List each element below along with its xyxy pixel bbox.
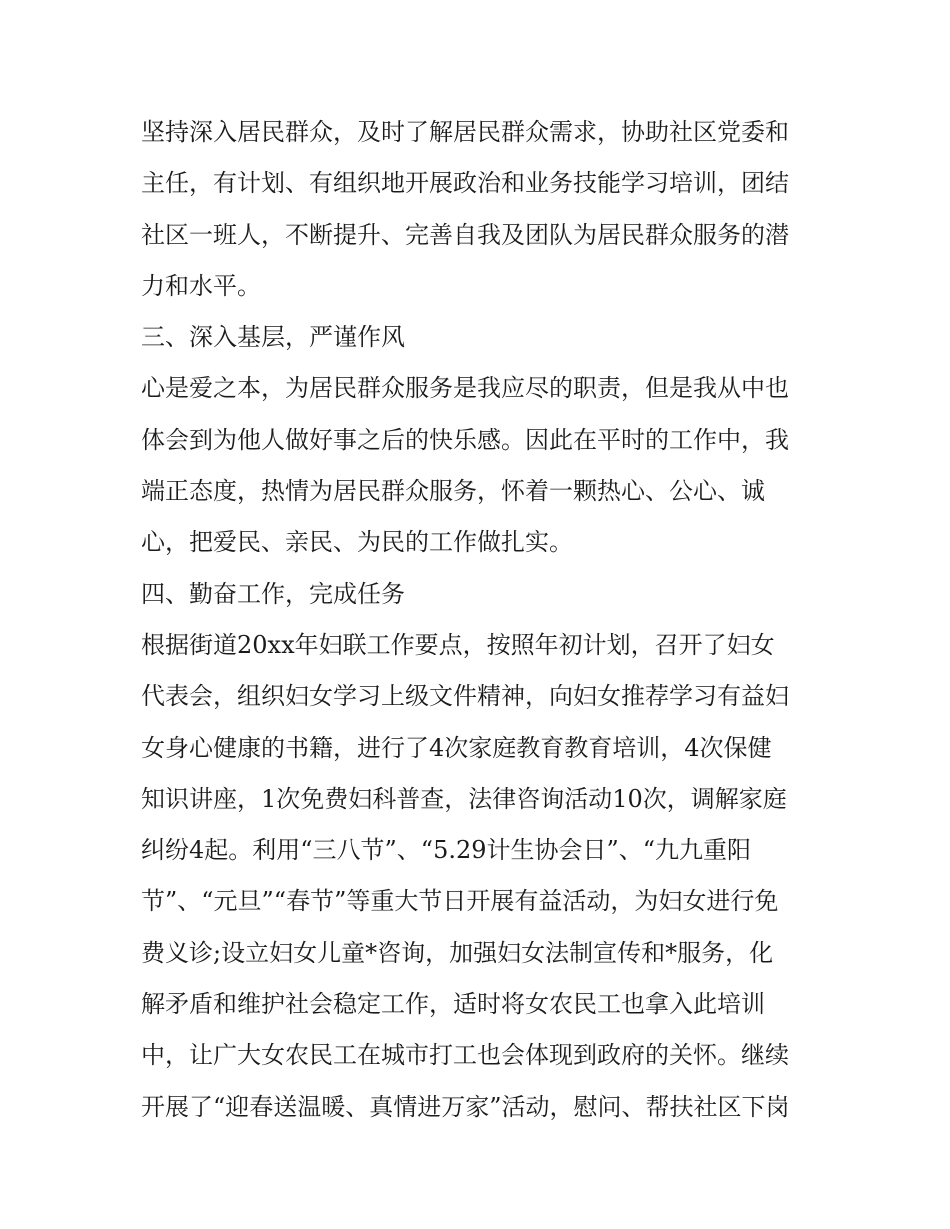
section-heading: 四、勤奋工作，完成任务	[141, 579, 405, 608]
text-line: 纠纷4起。利用“三八节”、“5.29计生协会日”、“九九重阳	[141, 836, 752, 865]
text-line: 中，让广大女农民工在城市打工也会体现到政府的关怀。继续	[141, 1041, 789, 1070]
text-line: 开展了“迎春送温暖、真情进万家”活动，慰问、帮扶社区下岗	[141, 1092, 790, 1121]
text-line: 知识讲座，1次免费妇科普查，法律咨询活动10次，调解家庭	[141, 784, 787, 813]
text-line: 代表会，组织妇女学习上级文件精神，向妇女推荐学习有益妇	[141, 682, 789, 711]
text-line: 心是爱之本，为居民群众服务是我应尽的职责，但是我从中也	[141, 374, 789, 403]
text-line: 根据街道20xx年妇联工作要点，按照年初计划，召开了妇女	[141, 630, 775, 659]
text-line: 体会到为他人做好事之后的快乐感。因此在平时的工作中，我	[141, 425, 789, 454]
text-line: 心，把爱民、亲民、为民的工作做扎实。	[141, 528, 573, 557]
text-line: 社区一班人，不断提升、完善自我及团队为居民群众服务的潜	[141, 220, 789, 249]
section-heading: 三、深入基层，严谨作风	[141, 323, 405, 352]
text-line: 坚持深入居民群众，及时了解居民群众需求，协助社区党委和	[141, 118, 789, 146]
body-text	[141, 107, 821, 1133]
text-line: 主任，有计划、有组织地开展政治和业务技能学习培训，团结	[141, 169, 789, 198]
text-line: 费义诊;设立妇女儿童*咨询，加强妇女法制宣传和*服务，化	[141, 938, 774, 967]
text-line: 女身心健康的书籍，进行了4次家庭教育教育培训，4次保健	[141, 733, 772, 762]
text-line: 节”、“元旦”“春节”等重大节日开展有益活动，为妇女进行免	[141, 887, 779, 916]
text-line: 力和水平。	[141, 271, 261, 300]
text-line: 端正态度，热情为居民群众服务，怀着一颗热心、公心、诚	[141, 477, 765, 506]
text-line: 解矛盾和维护社会稳定工作，适时将女农民工也拿入此培训	[141, 990, 765, 1019]
